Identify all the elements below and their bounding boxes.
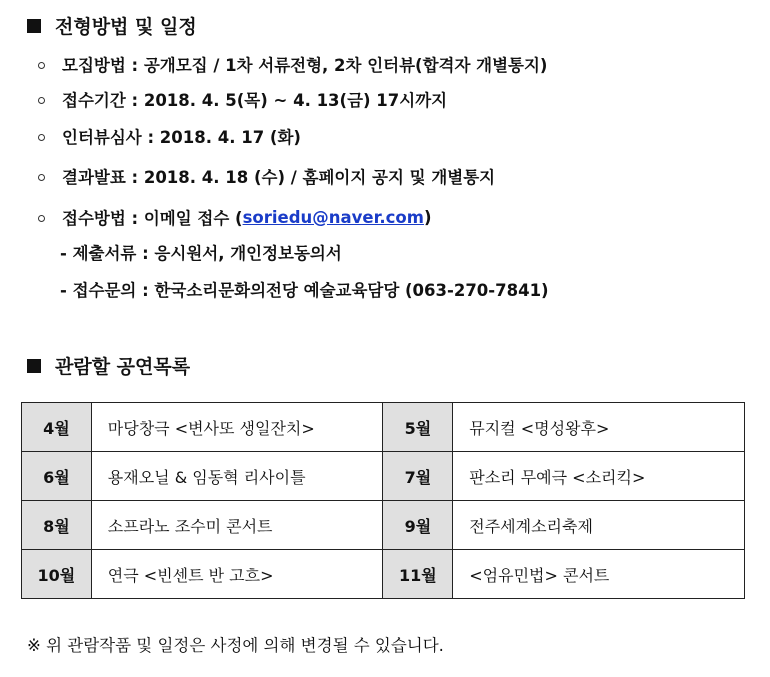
table-row: [22, 403, 745, 452]
submission-documents: - 제출서류 : 응시원서, 개인정보동의서: [60, 244, 342, 263]
section-title: 관람할 공연목록: [55, 356, 191, 378]
circle-bullet-icon: [38, 215, 45, 222]
month-cell: 5월: [383, 403, 453, 452]
month-cell: 11월: [383, 550, 453, 599]
circle-bullet-icon: [38, 97, 45, 104]
square-bullet-icon: [27, 359, 41, 373]
month-cell: 4월: [22, 403, 92, 452]
list-item: [38, 52, 547, 76]
section-heading-schedule: [27, 12, 197, 39]
performance-cell: 마당창극 <변사또 생일잔치>: [91, 403, 383, 452]
interview-date: 인터뷰심사 : 2018. 4. 17 (화): [62, 128, 301, 147]
performance-cell: <엄유민법> 콘서트: [453, 550, 745, 599]
recruit-method: 모집방법 : 공개모집 / 1차 서류전형, 2차 인터뷰(합격자 개별통지): [62, 56, 548, 75]
circle-bullet-icon: [38, 174, 45, 181]
list-item: [38, 205, 432, 229]
notice-text: ※ 위 관람작품 및 일정은 사정에 의해 변경될 수 있습니다.: [27, 636, 444, 655]
list-item: [38, 124, 301, 148]
performance-cell: 연극 <빈센트 반 고흐>: [91, 550, 383, 599]
application-method: 접수방법 : 이메일 접수 (: [62, 209, 243, 228]
application-method-suffix: ): [423, 207, 432, 227]
performance-cell: 소프라노 조수미 콘서트: [91, 501, 383, 550]
performance-cell: 뮤지컬 <명성왕후>: [453, 403, 745, 452]
performance-cell: 판소리 무예극 <소리킥>: [453, 452, 745, 501]
table-row: [22, 550, 745, 599]
table-row: [22, 501, 745, 550]
section-title: 전형방법 및 일정: [55, 16, 197, 38]
performance-table: [21, 402, 745, 599]
performance-cell: 전주세계소리축제: [453, 501, 745, 550]
section-heading-performances: [27, 352, 190, 379]
square-bullet-icon: [27, 19, 41, 33]
email-link[interactable]: soriedu@naver.com: [242, 207, 424, 227]
contact-info: - 접수문의 : 한국소리문화의전당 예술교육담당 (063-270-7841): [60, 281, 549, 300]
list-item: [38, 87, 447, 111]
month-cell: 7월: [383, 452, 453, 501]
result-announcement: 결과발표 : 2018. 4. 18 (수) / 홈페이지 공지 및 개별통지: [62, 168, 496, 187]
performance-cell: 용재오닐 & 임동혁 리사이틀: [91, 452, 383, 501]
table-row: [22, 452, 745, 501]
circle-bullet-icon: [38, 62, 45, 69]
month-cell: 10월: [22, 550, 92, 599]
month-cell: 8월: [22, 501, 92, 550]
month-cell: 9월: [383, 501, 453, 550]
month-cell: 6월: [22, 452, 92, 501]
list-item: [38, 164, 495, 188]
application-period: 접수기간 : 2018. 4. 5(목) ~ 4. 13(금) 17시까지: [62, 91, 448, 110]
circle-bullet-icon: [38, 134, 45, 141]
